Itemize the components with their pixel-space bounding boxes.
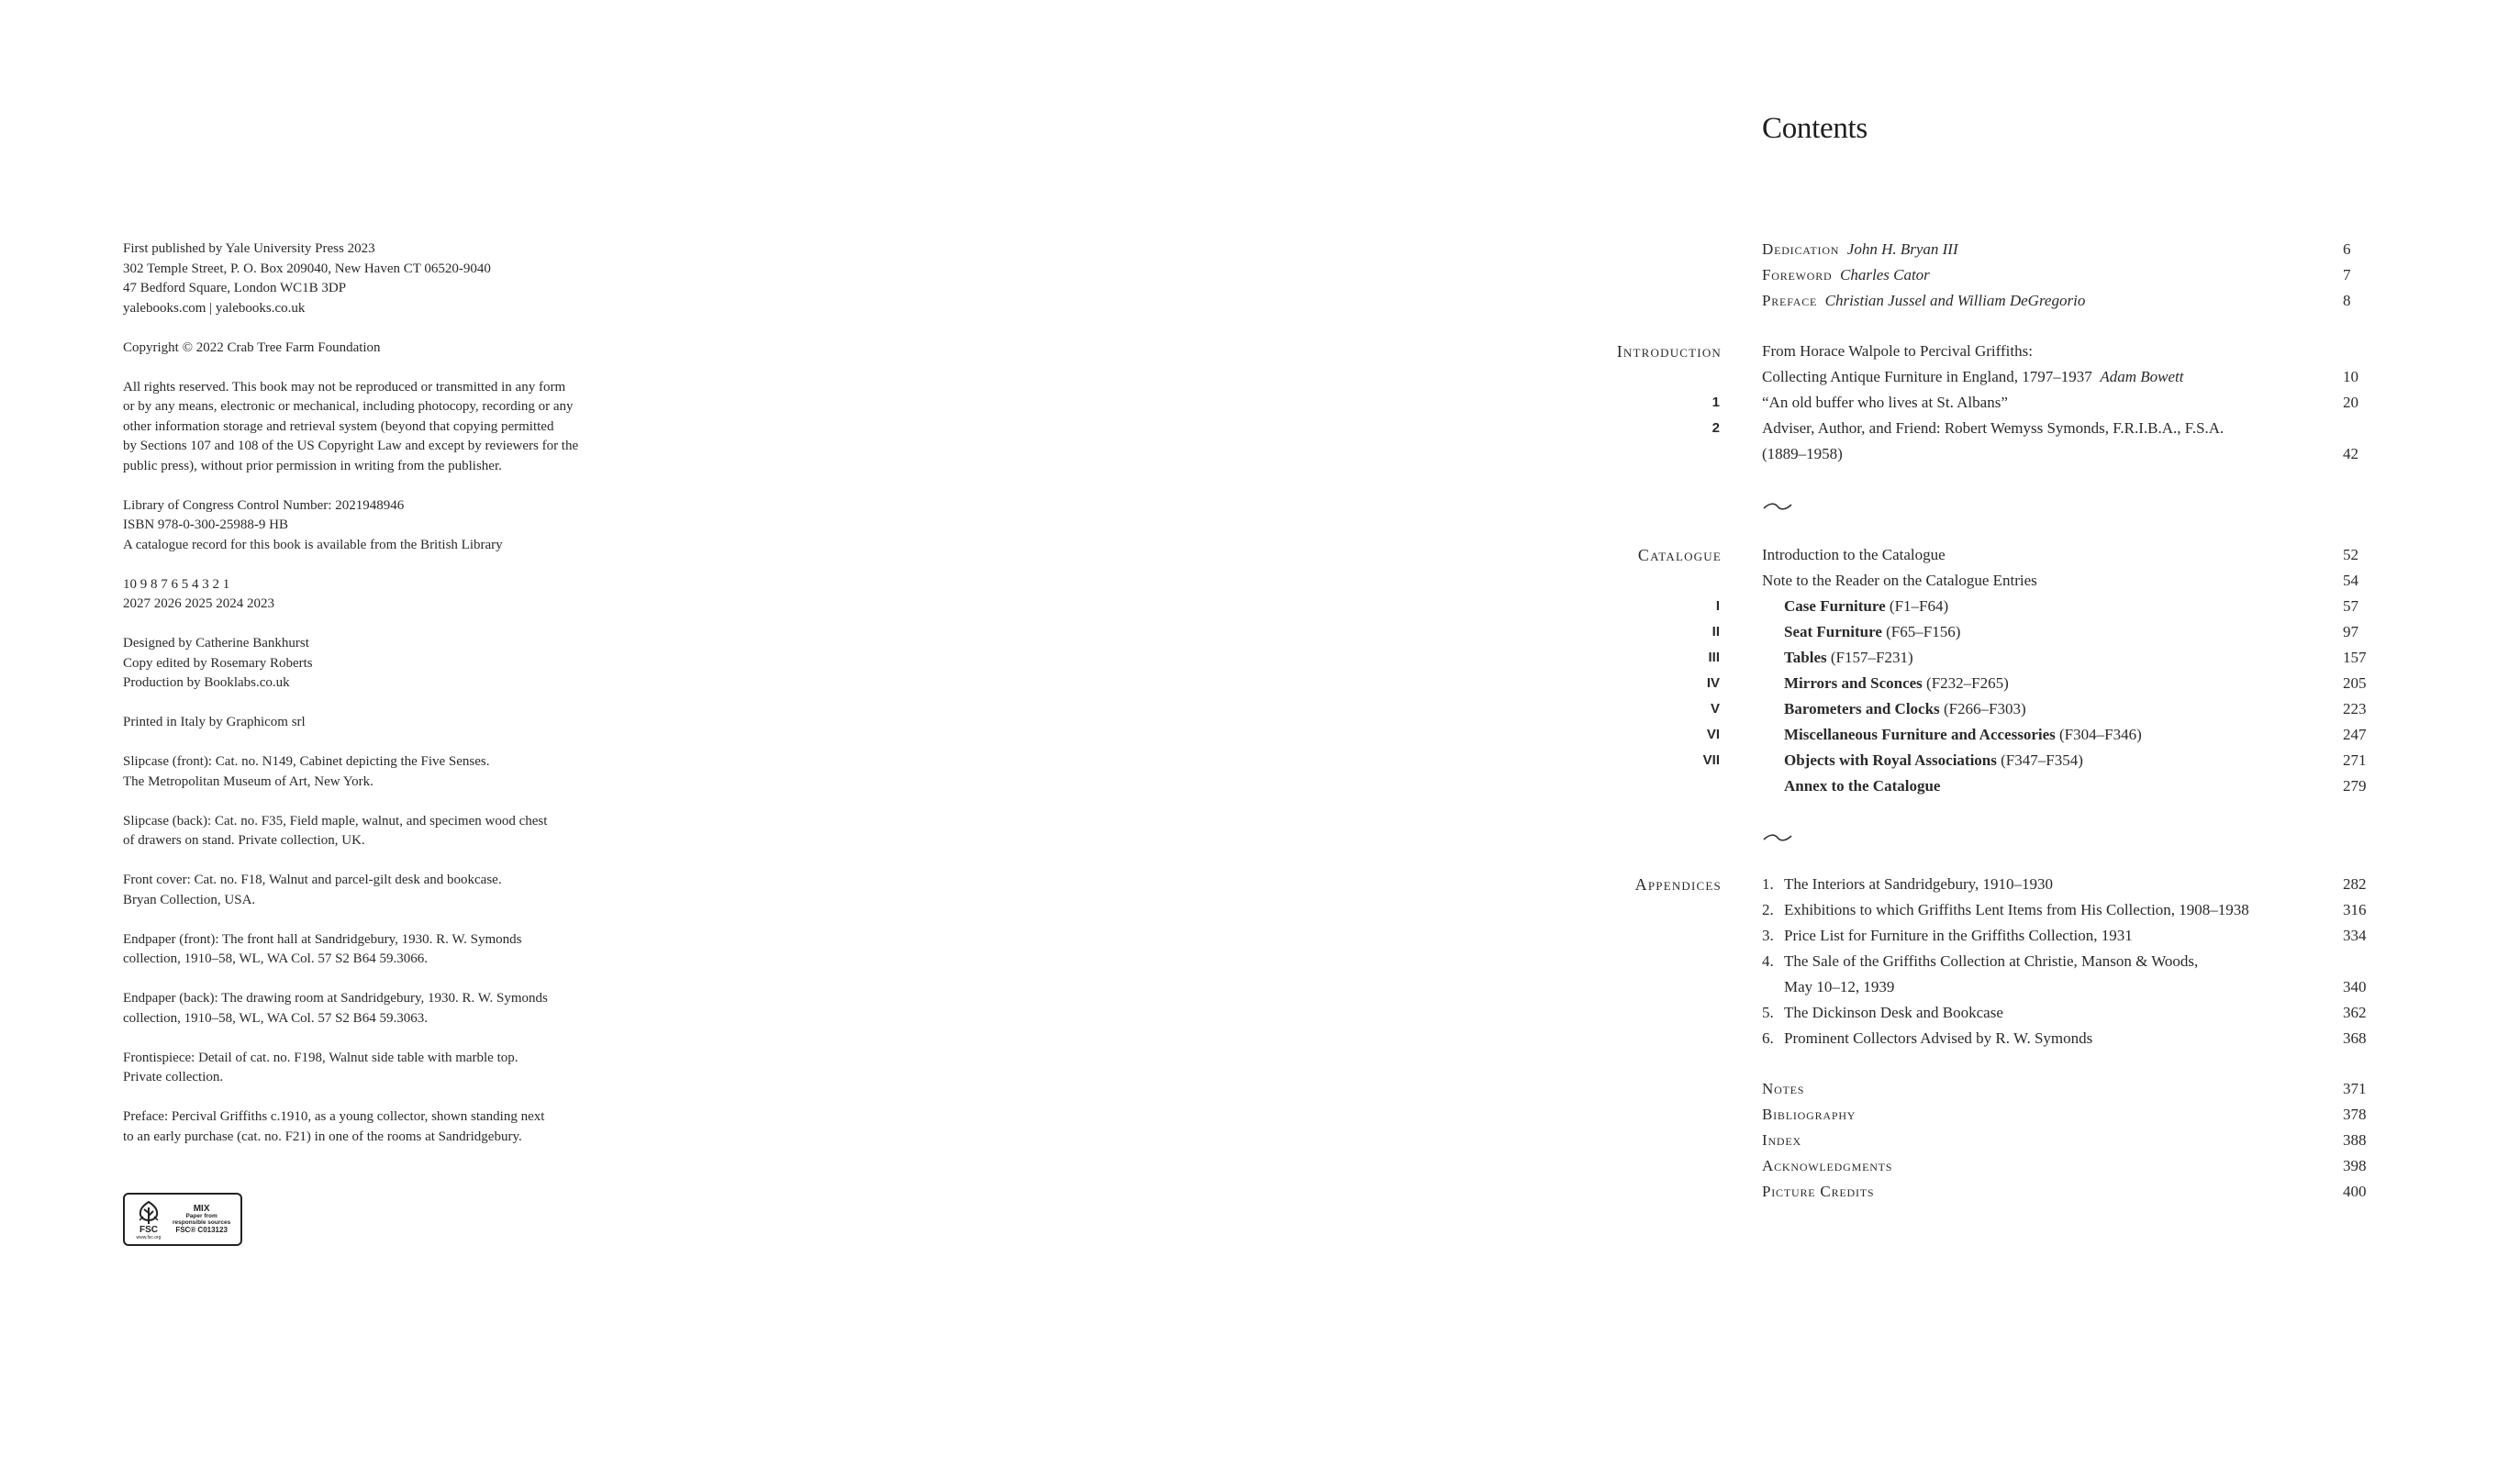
toc-page: 52 <box>2343 546 2358 563</box>
toc-row-index[interactable] <box>0 1128 2520 1153</box>
caption-line: Preface: Percival Griffiths c.1910, as a young collector, shown standing next <box>123 1109 545 1124</box>
toc-page: 362 <box>2343 1004 2367 1021</box>
toc-author: Christian Jussel and William DeGregorio <box>1824 292 2086 309</box>
appendix-number: 5. <box>1762 1004 1774 1021</box>
caption-line: collection, 1910–58, WL, WA Col. 57 S2 B64 59.3066. <box>123 951 428 966</box>
section-heading-introduction: Introduction <box>1616 342 1722 361</box>
fsc-brand: FSC <box>139 1225 158 1235</box>
section-number: V <box>1710 701 1720 717</box>
fsc-brand-sub: www.fsc.org <box>136 1235 162 1240</box>
toc-page: 371 <box>2343 1080 2367 1097</box>
toc-row-catalogue-note[interactable] <box>0 568 2520 594</box>
appendix-number: 4. <box>1762 952 1774 970</box>
copyright-line: Copyright © 2022 Crab Tree Farm Foundation <box>123 339 381 355</box>
fsc-text <box>173 1205 230 1235</box>
rights-line: other information storage and retrieval system (beyond that copying permitted <box>123 418 554 434</box>
toc-section-title: Miscellaneous Furniture and Accessories <box>1784 726 2056 743</box>
section-number: II <box>1712 624 1720 639</box>
toc-row-notes[interactable] <box>0 1076 2520 1102</box>
toc-page: 20 <box>2343 394 2358 411</box>
toc-page: 398 <box>2343 1157 2367 1174</box>
toc-page: 157 <box>2343 649 2367 666</box>
toc-text: Prominent Collectors Advised by R. W. Symonds <box>1784 1029 2093 1047</box>
toc-row-bibliography[interactable] <box>0 1102 2520 1128</box>
toc-row-catalogue-section[interactable] <box>0 748 2520 773</box>
section-number: III <box>1708 650 1720 665</box>
publisher-line: 302 Temple Street, P. O. Box 209040, New Haven CT 06520-9040 <box>123 261 491 276</box>
toc-text: Price List for Furniture in the Griffiths Collection, 1931 <box>1784 927 2133 944</box>
toc-row-catalogue-section[interactable] <box>0 594 2520 619</box>
toc-section-title: Objects with Royal Associations <box>1784 751 1997 769</box>
toc-section-title: Case Furniture <box>1784 597 1886 615</box>
toc-page: 271 <box>2343 751 2367 769</box>
toc-row-chapter-2[interactable] <box>0 416 2520 441</box>
toc-author: Charles Cator <box>1840 266 1930 284</box>
toc-page: 97 <box>2343 623 2358 640</box>
caption-line: Endpaper (back): The drawing room at Sandridgebury, 1930. R. W. Symonds <box>123 991 548 1006</box>
toc-label: Index <box>1762 1131 1801 1149</box>
contents-title: Contents <box>1762 112 1868 145</box>
caption-line: Bryan Collection, USA. <box>123 892 256 907</box>
toc-section-title: Mirrors and Sconces <box>1784 674 1923 692</box>
toc-page: 282 <box>2343 875 2367 893</box>
caption-line: Endpaper (front): The front hall at Sandridgebury, 1930. R. W. Symonds <box>123 931 522 947</box>
toc-section-range: (F304–F346) <box>2055 726 2142 743</box>
fsc-paper-line: Paper from <box>185 1213 217 1220</box>
toc-page: 205 <box>2343 674 2367 692</box>
toc-row-catalogue-section[interactable] <box>0 671 2520 696</box>
toc-row-appendix[interactable] <box>0 1026 2520 1051</box>
toc-row-appendix[interactable] <box>0 897 2520 923</box>
section-number: VII <box>1702 752 1720 768</box>
toc-page: 340 <box>2343 978 2367 995</box>
appendix-number: 1. <box>1762 875 1774 893</box>
rights-line: All rights reserved. This book may not be reproduced or transmitted in any form <box>123 379 566 395</box>
toc-section-title: Annex to the Catalogue <box>1784 777 1941 795</box>
toc-page: 7 <box>2343 266 2351 284</box>
toc-section-range: (F65–F156) <box>1881 623 1961 640</box>
fsc-paper-line: responsible sources <box>173 1219 231 1227</box>
toc-label: Picture Credits <box>1762 1183 1875 1200</box>
toc-row-appendix[interactable] <box>0 1000 2520 1026</box>
rights-line: or by any means, electronic or mechanical, including photocopy, recording or any <box>123 399 574 414</box>
fsc-mix: MIX <box>193 1203 210 1214</box>
toc-row-appendix-cont[interactable] <box>0 974 2520 1000</box>
caption-line: Slipcase (front): Cat. no. N149, Cabinet depicting the Five Senses. <box>123 754 490 769</box>
toc-row-dedication[interactable] <box>0 237 2520 262</box>
toc-row-catalogue-section[interactable] <box>0 645 2520 671</box>
toc-row-catalogue-annex[interactable] <box>0 773 2520 799</box>
toc-text: May 10–12, 1939 <box>1784 978 1895 995</box>
caption-line: of drawers on stand. Private collection, UK. <box>123 833 365 848</box>
catalog-line: Library of Congress Control Number: 2021948946 <box>123 497 405 513</box>
toc-label: Preface <box>1762 292 1818 309</box>
toc-row-preface[interactable] <box>0 288 2520 314</box>
publisher-line: yalebooks.com | yalebooks.co.uk <box>123 300 306 316</box>
section-number: I <box>1715 598 1720 614</box>
caption-line: Frontispiece: Detail of cat. no. F198, Walnut side table with marble top. <box>123 1050 518 1065</box>
caption-line: Private collection. <box>123 1070 224 1084</box>
toc-row-appendix[interactable] <box>0 872 2520 897</box>
section-number: VI <box>1706 727 1720 742</box>
toc-page: 400 <box>2343 1183 2367 1200</box>
credits-line: Designed by Catherine Bankhurst <box>123 636 309 651</box>
toc-text: “An old buffer who lives at St. Albans” <box>1762 394 2008 411</box>
catalog-line: ISBN 978-0-300-25988-9 HB <box>123 517 288 532</box>
toc-page: 57 <box>2343 597 2358 615</box>
toc-page: 42 <box>2343 445 2358 462</box>
catalog-line: A catalogue record for this book is available from the British Library <box>123 537 503 552</box>
toc-row-catalogue-section[interactable] <box>0 696 2520 722</box>
toc-row-acknowledgments[interactable] <box>0 1153 2520 1179</box>
toc-text: The Sale of the Griffiths Collection at Christie, Manson & Woods, <box>1784 952 2199 970</box>
section-heading-appendices: Appendices <box>1634 875 1722 894</box>
credits-line: Copy edited by Rosemary Roberts <box>123 655 313 671</box>
fsc-code: FSC® C013123 <box>175 1225 228 1234</box>
toc-page: 10 <box>2343 368 2358 385</box>
chapter-number: 1 <box>1712 395 1720 410</box>
toc-row-appendix[interactable] <box>0 923 2520 949</box>
toc-label: Acknowledgments <box>1762 1157 1893 1174</box>
section-heading-catalogue: Catalogue <box>1637 546 1722 564</box>
toc-page: 8 <box>2343 292 2351 309</box>
toc-row-catalogue-section[interactable] <box>0 722 2520 748</box>
toc-section-range: (F1–F64) <box>1885 597 1949 615</box>
toc-row-foreword[interactable] <box>0 262 2520 288</box>
swung-dash-divider <box>1762 501 1793 512</box>
toc-text: (1889–1958) <box>1762 445 1843 462</box>
toc-text: Introduction to the Catalogue <box>1762 546 1946 563</box>
toc-page: 223 <box>2343 700 2367 717</box>
credits-line: Production by Booklabs.co.uk <box>123 675 290 690</box>
rights-line: by Sections 107 and 108 of the US Copyright Law and except by reviewers for the <box>123 439 579 453</box>
toc-page: 6 <box>2343 240 2351 258</box>
caption-line: Front cover: Cat. no. F18, Walnut and parcel-gilt desk and bookcase. <box>123 873 502 887</box>
toc-label: Bibliography <box>1762 1106 1857 1123</box>
appendix-number: 6. <box>1762 1029 1774 1047</box>
toc-page: 279 <box>2343 777 2367 795</box>
toc-text: The Dickinson Desk and Bookcase <box>1784 1004 2003 1021</box>
rights-line: public press), without prior permission in writing from the publisher. <box>123 458 502 473</box>
toc-section-range: (F232–F265) <box>1922 674 2009 692</box>
toc-author: John H. Bryan III <box>1846 240 1958 258</box>
toc-row-picture-credits[interactable] <box>0 1179 2520 1205</box>
toc-section-range: (F347–F354) <box>1996 751 2083 769</box>
toc-page: 334 <box>2343 927 2367 944</box>
toc-page: 388 <box>2343 1131 2367 1149</box>
toc-page: 378 <box>2343 1106 2367 1123</box>
publisher-line: First published by Yale University Press 2023 <box>123 241 375 256</box>
section-number: IV <box>1706 675 1720 691</box>
caption-line: The Metropolitan Museum of Art, New York. <box>123 773 374 789</box>
chapter-number: 2 <box>1712 420 1720 436</box>
toc-section-range: (F157–F231) <box>1826 649 1913 666</box>
slipcase-back-block <box>123 812 637 851</box>
toc-page: 316 <box>2343 901 2367 918</box>
toc-section-title: Seat Furniture <box>1784 623 1882 640</box>
toc-label: Dedication <box>1762 240 1840 258</box>
toc-row-catalogue-intro[interactable] <box>0 542 2520 568</box>
toc-section-range: (F266–F303) <box>1939 700 2026 717</box>
toc-label: Notes <box>1762 1080 1805 1097</box>
printing-line: 2027 2026 2025 2024 2023 <box>123 596 274 611</box>
swung-dash-divider <box>1762 832 1793 843</box>
toc-text: Adviser, Author, and Friend: Robert Wemyss Symonds, F.R.I.B.A., F.S.A. <box>1762 419 2225 437</box>
toc-row-chapter-1[interactable] <box>0 390 2520 416</box>
toc-author: Adam Bowett <box>2100 368 2184 385</box>
printing-line: 10 9 8 7 6 5 4 3 2 1 <box>123 576 230 592</box>
toc-text: Note to the Reader on the Catalogue Entries <box>1762 572 2037 589</box>
toc-row-introduction-cont[interactable] <box>0 364 2520 390</box>
printed-line: Printed in Italy by Graphicom srl <box>123 715 306 729</box>
appendix-number: 3. <box>1762 927 1774 944</box>
caption-line: to an early purchase (cat. no. F21) in one of the rooms at Sandridgebury. <box>123 1129 522 1144</box>
caption-line: collection, 1910–58, WL, WA Col. 57 S2 B64 59.3063. <box>123 1010 428 1026</box>
toc-row-introduction[interactable] <box>0 339 2520 364</box>
toc-page: 247 <box>2343 726 2367 743</box>
toc-text: From Horace Walpole to Percival Griffiths: <box>1762 342 2033 360</box>
toc-text: The Interiors at Sandridgebury, 1910–1930 <box>1784 875 2054 893</box>
toc-text: Exhibitions to which Griffiths Lent Items from His Collection, 1908–1938 <box>1784 901 2249 918</box>
toc-section-title: Barometers and Clocks <box>1784 700 1940 717</box>
publisher-line: 47 Bedford Square, London WC1B 3DP <box>123 281 347 295</box>
toc-row-catalogue-section[interactable] <box>0 619 2520 645</box>
caption-line: Slipcase (back): Cat. no. F35, Field maple, walnut, and specimen wood chest <box>123 813 548 829</box>
toc-section-title: Tables <box>1784 649 1827 666</box>
toc-row-chapter-2-cont[interactable] <box>0 441 2520 467</box>
toc-text: Collecting Antique Furniture in England, 1797–1937 <box>1762 368 2092 385</box>
toc-row-appendix[interactable] <box>0 949 2520 974</box>
toc-page: 54 <box>2343 572 2358 589</box>
toc-label: Foreword <box>1762 266 1833 284</box>
appendix-number: 2. <box>1762 901 1774 918</box>
toc-page: 368 <box>2343 1029 2367 1047</box>
